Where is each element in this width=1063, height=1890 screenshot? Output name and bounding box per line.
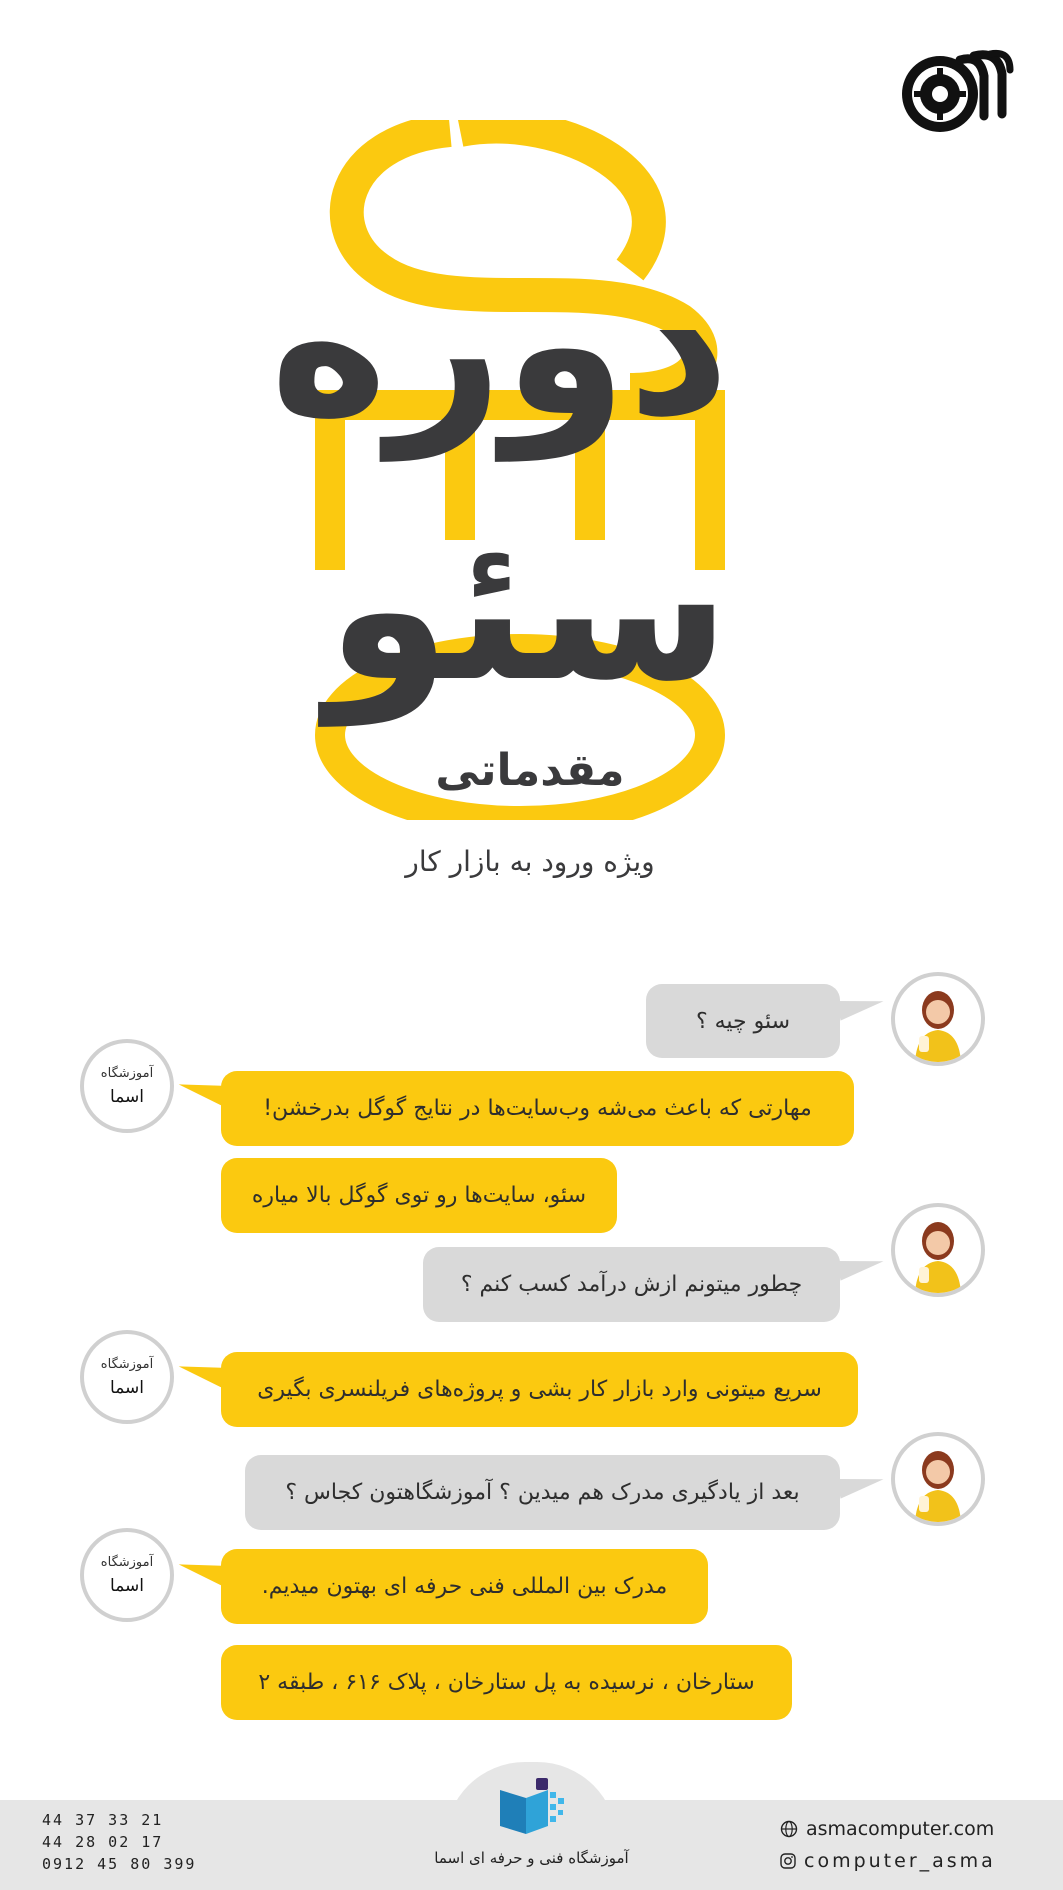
course-title-word-2: سئو [326, 493, 730, 726]
course-title-word-1: دوره [269, 228, 730, 461]
school-answer-5: ستارخان ، نرسیده به پل ستارخان ، پلاک ۶۱۶ ، طبقه ۲ [221, 1645, 792, 1720]
school-avatar-label-1: آموزشگاه [100, 1554, 154, 1570]
bubble-tail [176, 1555, 225, 1586]
instagram-icon [780, 1853, 796, 1869]
phone-number[interactable]: 44 37 33 21 [42, 1811, 164, 1829]
instagram-text: computer_asma [804, 1850, 996, 1872]
school-emblem-icon [496, 1776, 566, 1836]
globe-icon [780, 1820, 798, 1838]
student-question-3: بعد از یادگیری مدرک هم میدین ؟ آموزشگاهتون کجاس ؟ [245, 1455, 840, 1530]
instagram-link[interactable] [780, 1850, 996, 1872]
course-tagline: ویژه ورود به بازار کار [405, 845, 655, 878]
phone-number[interactable]: 44 28 02 17 [42, 1833, 164, 1851]
student-question-1: سئو چیه ؟ [646, 984, 840, 1058]
school-avatar [80, 1039, 174, 1133]
bubble-tail [836, 1469, 885, 1498]
bubble-tail [836, 991, 885, 1020]
website-link[interactable] [780, 1818, 994, 1840]
school-avatar-label-2: اسما [110, 1377, 144, 1398]
student-question-2: چطور میتونم ازش درآمد کسب کنم ؟ [423, 1247, 840, 1322]
school-answer-2: سئو، سایت‌ها رو توی گوگل بالا میاره [221, 1158, 617, 1233]
bubble-tail [176, 1075, 225, 1106]
school-avatar-label-1: آموزشگاه [100, 1356, 154, 1372]
website-text: asmacomputer.com [806, 1818, 995, 1840]
student-avatar [891, 1432, 985, 1526]
school-avatar-label-1: آموزشگاه [100, 1065, 154, 1081]
phone-number[interactable]: 0912 45 80 399 [42, 1855, 197, 1873]
school-answer-3: سریع میتونی وارد بازار کار بشی و پروژه‌های فریلنسری بگیری [221, 1352, 858, 1427]
school-avatar-label-2: اسما [110, 1575, 144, 1596]
school-answer-4: مدرک بین المللی فنی حرفه ای بهتون میدیم. [221, 1549, 708, 1624]
school-name: آموزشگاه فنی و حرفه ای اسما [434, 1849, 629, 1867]
bubble-tail [176, 1357, 225, 1388]
school-answer-1: مهارتی که باعث می‌شه وب‌سایت‌ها در نتایج گوگل بدرخشن! [221, 1071, 854, 1146]
student-avatar [891, 1203, 985, 1297]
student-avatar [891, 972, 985, 1066]
bubble-tail [836, 1251, 885, 1280]
school-avatar [80, 1528, 174, 1622]
brand-logo [898, 46, 1014, 136]
course-level: مقدماتی [435, 745, 625, 796]
school-avatar-label-2: اسما [110, 1086, 144, 1107]
school-avatar [80, 1330, 174, 1424]
